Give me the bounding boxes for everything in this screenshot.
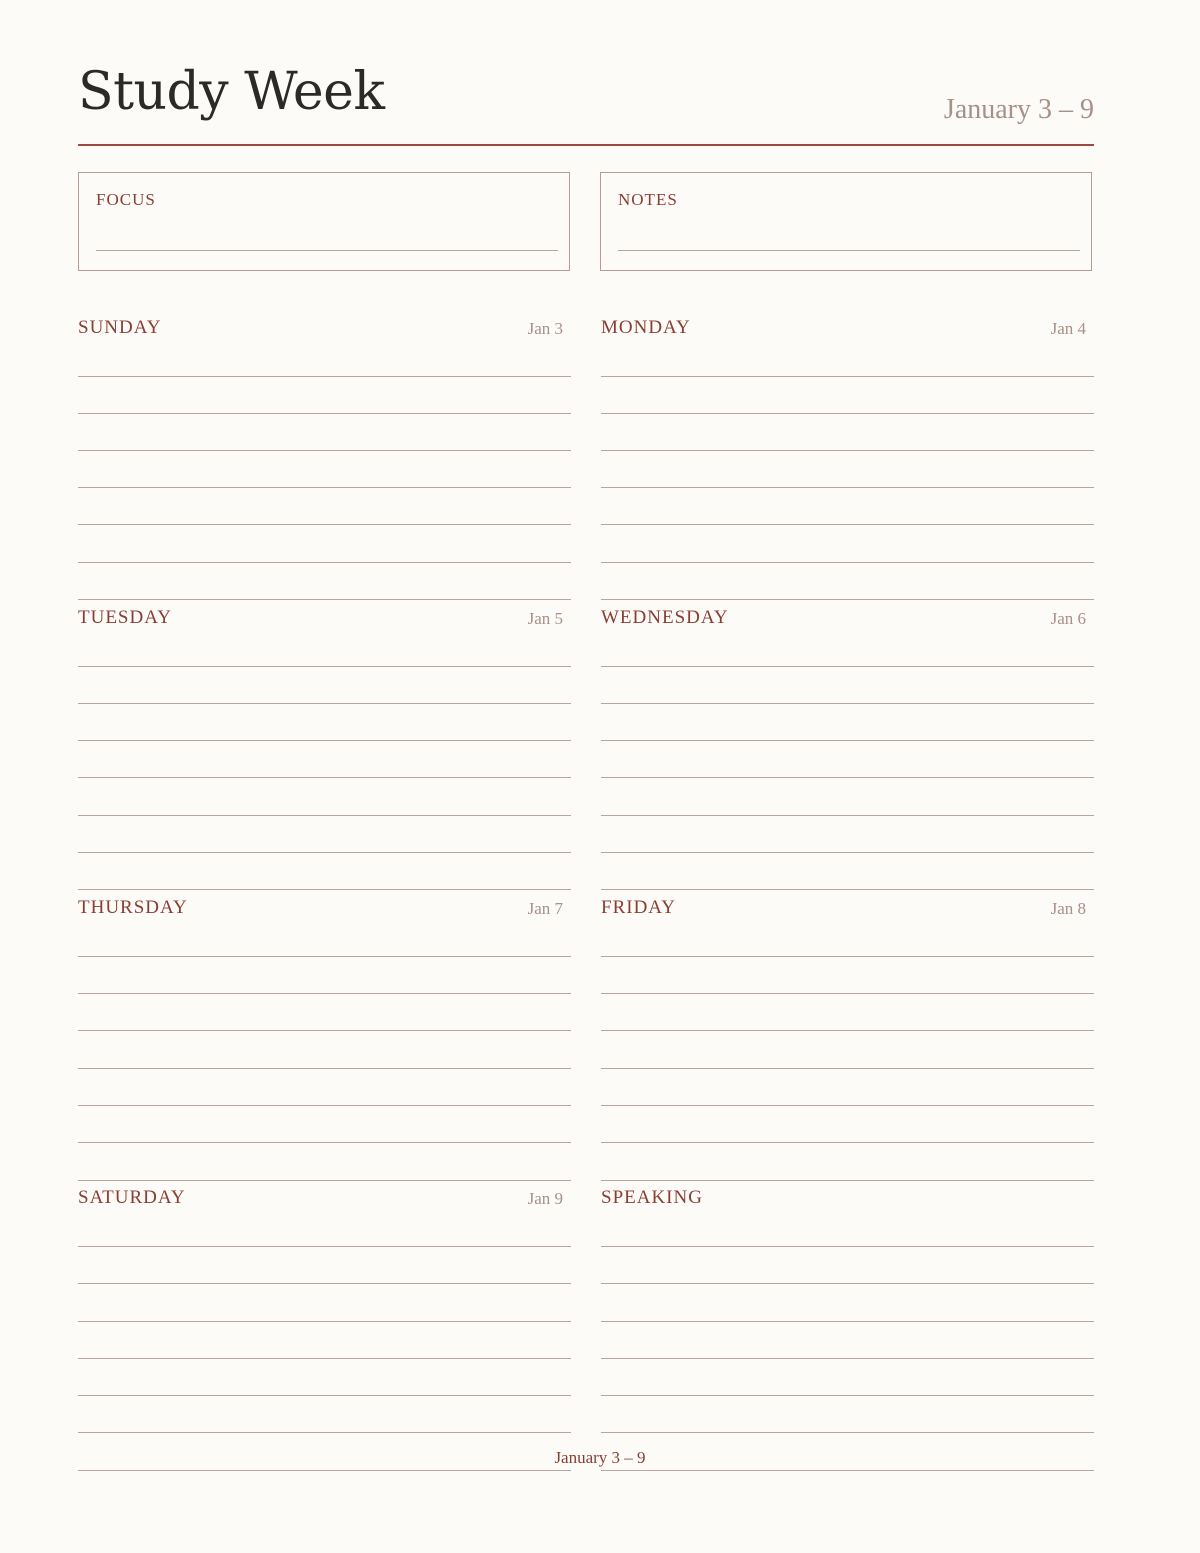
- footer-date-range: January 3 – 9: [554, 1448, 646, 1467]
- writing-line[interactable]: [601, 666, 1094, 667]
- writing-line[interactable]: [78, 1470, 571, 1471]
- writing-line[interactable]: [601, 599, 1094, 600]
- writing-line[interactable]: [601, 1246, 1094, 1247]
- writing-line[interactable]: [78, 562, 571, 563]
- page-title: Study Week: [78, 62, 385, 122]
- header-divider: [78, 144, 1094, 146]
- section-name: SPEAKING: [601, 1187, 703, 1208]
- writing-line[interactable]: [78, 1246, 571, 1247]
- writing-line[interactable]: [601, 1105, 1094, 1106]
- writing-line[interactable]: [78, 740, 571, 741]
- day-date: Jan 7: [527, 899, 563, 918]
- writing-line[interactable]: [601, 450, 1094, 451]
- day-name: WEDNESDAY: [601, 607, 729, 628]
- writing-line[interactable]: [78, 1283, 571, 1284]
- focus-box[interactable]: [78, 172, 570, 271]
- writing-line[interactable]: [601, 1283, 1094, 1284]
- writing-line[interactable]: [601, 1470, 1094, 1471]
- writing-line[interactable]: [601, 1432, 1094, 1433]
- writing-line[interactable]: [601, 956, 1094, 957]
- writing-line[interactable]: [601, 993, 1094, 994]
- notes-line[interactable]: [618, 250, 1080, 251]
- writing-line[interactable]: [601, 1030, 1094, 1031]
- writing-line[interactable]: [78, 1142, 571, 1143]
- day-date: Jan 5: [527, 609, 563, 628]
- writing-line[interactable]: [601, 487, 1094, 488]
- writing-line[interactable]: [601, 1180, 1094, 1181]
- writing-line[interactable]: [78, 956, 571, 957]
- focus-line[interactable]: [96, 250, 558, 251]
- day-date: Jan 8: [1050, 899, 1086, 918]
- writing-line[interactable]: [601, 524, 1094, 525]
- writing-line[interactable]: [78, 815, 571, 816]
- day-date: Jan 3: [527, 319, 563, 338]
- writing-line[interactable]: [78, 1358, 571, 1359]
- writing-line[interactable]: [601, 1068, 1094, 1069]
- writing-line[interactable]: [601, 777, 1094, 778]
- writing-line[interactable]: [78, 376, 571, 377]
- writing-line[interactable]: [78, 524, 571, 525]
- writing-line[interactable]: [601, 703, 1094, 704]
- writing-line[interactable]: [78, 1432, 571, 1433]
- writing-line[interactable]: [601, 740, 1094, 741]
- day-name: MONDAY: [601, 317, 691, 338]
- writing-line[interactable]: [601, 376, 1094, 377]
- writing-line[interactable]: [601, 889, 1094, 890]
- writing-line[interactable]: [78, 1105, 571, 1106]
- writing-line[interactable]: [78, 703, 571, 704]
- writing-line[interactable]: [78, 852, 571, 853]
- date-range: January 3 – 9: [943, 94, 1094, 125]
- writing-line[interactable]: [601, 1142, 1094, 1143]
- writing-line[interactable]: [601, 413, 1094, 414]
- day-date: Jan 4: [1050, 319, 1086, 338]
- writing-line[interactable]: [78, 1180, 571, 1181]
- day-name: THURSDAY: [78, 897, 188, 918]
- writing-line[interactable]: [78, 1321, 571, 1322]
- writing-line[interactable]: [78, 450, 571, 451]
- writing-line[interactable]: [78, 599, 571, 600]
- notes-box[interactable]: [600, 172, 1092, 271]
- focus-label: FOCUS: [96, 190, 156, 209]
- writing-line[interactable]: [78, 1395, 571, 1396]
- day-date: Jan 6: [1050, 609, 1086, 628]
- day-name: SUNDAY: [78, 317, 162, 338]
- day-name: FRIDAY: [601, 897, 676, 918]
- writing-line[interactable]: [78, 889, 571, 890]
- writing-line[interactable]: [601, 1395, 1094, 1396]
- writing-line[interactable]: [78, 993, 571, 994]
- writing-line[interactable]: [601, 1358, 1094, 1359]
- writing-line[interactable]: [78, 666, 571, 667]
- writing-line[interactable]: [601, 852, 1094, 853]
- writing-line[interactable]: [601, 815, 1094, 816]
- writing-line[interactable]: [601, 1321, 1094, 1322]
- writing-line[interactable]: [78, 487, 571, 488]
- writing-line[interactable]: [601, 562, 1094, 563]
- day-name: SATURDAY: [78, 1187, 186, 1208]
- writing-line[interactable]: [78, 1068, 571, 1069]
- writing-line[interactable]: [78, 413, 571, 414]
- day-date: Jan 9: [527, 1189, 563, 1208]
- writing-line[interactable]: [78, 1030, 571, 1031]
- day-name: TUESDAY: [78, 607, 172, 628]
- notes-label: NOTES: [618, 190, 678, 209]
- writing-line[interactable]: [78, 777, 571, 778]
